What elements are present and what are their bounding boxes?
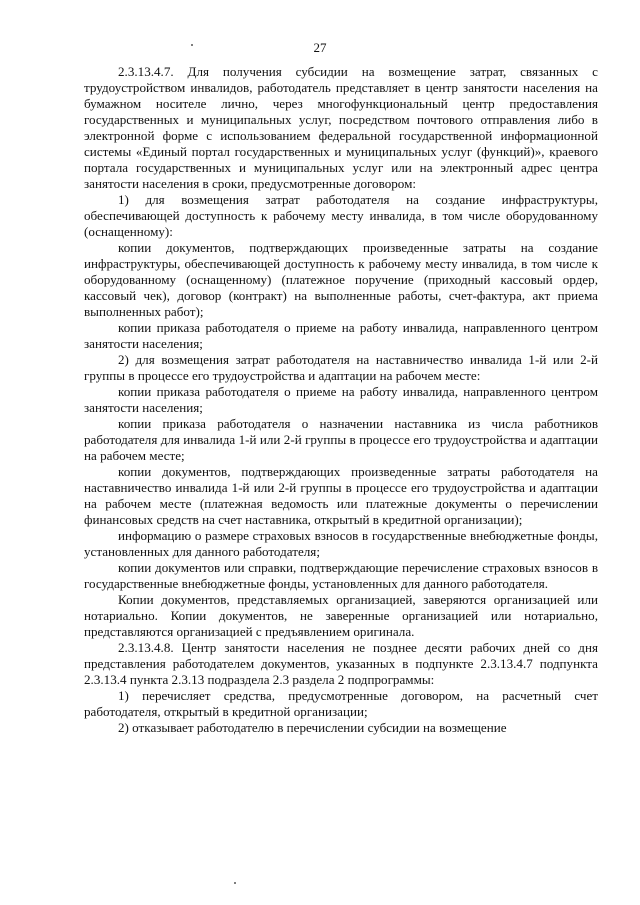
paragraph: копии документов, подтверждающих произведенные затраты работодателя на наставничество инвалида 1-й или 2-й группы в процессе его трудоустройства и адаптации на рабочем месте (платежная ведомость или платежные документы о перечислении финансовых средств на счет наставника, открытый в кредитной организации);	[84, 464, 598, 527]
paragraph: копии документов или справки, подтверждающие перечисление страховых взносов в государственные внебюджетные фонды, установленных для данного работодателя.	[84, 560, 598, 591]
paragraph: копии приказа работодателя о назначении наставника из числа работников работодателя для инвалида 1-й или 2-й группы в процессе его трудоустройства и адаптации на рабочем месте;	[84, 416, 598, 463]
paragraph: информацию о размере страховых взносов в государственные внебюджетные фонды, установленных для данного работодателя;	[84, 528, 598, 559]
scan-speck	[234, 882, 236, 884]
page-number: 27	[313, 40, 327, 55]
paragraph: 2) отказывает работодателю в перечислении субсидии на возмещение	[118, 720, 507, 735]
paragraph: Копии документов, представляемых организацией, заверяются организацией или нотариально. Копии документов, не заверенные организацией или нотариально, представляются организацией с предъявлением оригинала.	[84, 592, 598, 639]
paragraph: 1) для возмещения затрат работодателя на создание инфраструктуры, обеспечивающей доступность к рабочему месту инвалида, в том числе оборудованному (оснащенному):	[84, 192, 598, 239]
paragraph: 2) для возмещения затрат работодателя на наставничество инвалида 1-й или 2-й группы в процессе его трудоустройства и адаптации на рабочем месте:	[84, 352, 598, 383]
paragraph: копии приказа работодателя о приеме на работу инвалида, направленного центром занятости населения;	[84, 320, 598, 351]
paragraph: 2.3.13.4.8. Центр занятости населения не позднее десяти рабочих дней со дня представления работодателем документов, указанных в подпункте 2.3.13.4.7 подпункта 2.3.13.4 пункта 2.3.13 подраздела 2.3 раздела 2 подпрограммы:	[84, 640, 598, 687]
paragraph: 1) перечисляет средства, предусмотренные договором, на расчетный счет работодателя, открытый в кредитной организации;	[84, 688, 598, 719]
document-body	[84, 64, 598, 736]
paragraph: 2.3.13.4.7. Для получения субсидии на возмещение затрат, связанных с трудоустройством инвалидов, работодатель представляет в центр занятости населения на бумажном носителе лично, через многофункциональный центр предоставления государственных и муниципальных услуг, посредством почтового отправления либо в электронной форме с использованием федеральной государственной информационной системы «Единый портал государственных и муниципальных услуг (функций)», краевого портала государственных и муниципальных услуг или на электронный адрес центра занятости населения в сроки, предусмотренные договором:	[84, 64, 598, 191]
paragraph: копии приказа работодателя о приеме на работу инвалида, направленного центром занятости населения;	[84, 384, 598, 415]
paragraph: копии документов, подтверждающих произведенные затраты на создание инфраструктуры, обеспечивающей доступность к рабочему месту инвалида, в том числе к оборудованному (оснащенному) (платежное поручение (приходный кассовый ордер, кассовый чек), договор (контракт) на выполненные работы, счет-фактура, акт приема выполненных работ);	[84, 240, 598, 319]
